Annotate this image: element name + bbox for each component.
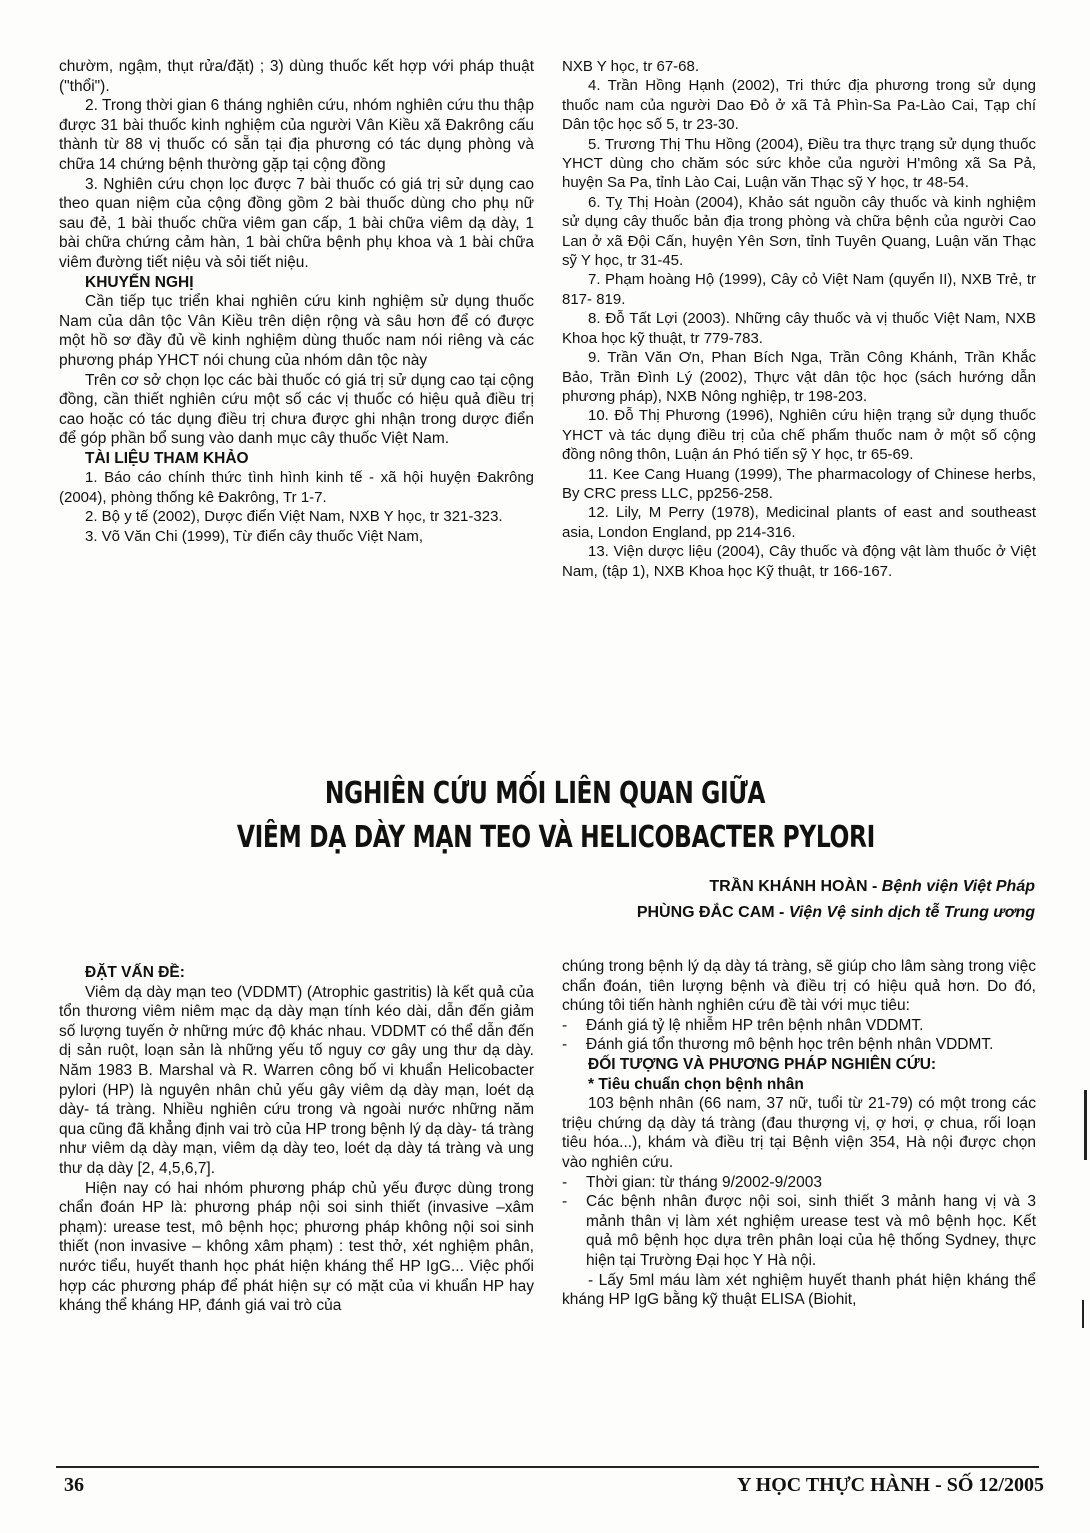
objective-text: Đánh giá tỷ lệ nhiễm HP trên bệnh nhân VDDMT. xyxy=(586,1016,924,1034)
author-block xyxy=(637,874,1035,926)
author-affiliation: Viện Vệ sinh dịch tễ Trung ương xyxy=(788,904,1035,921)
scan-mark xyxy=(1082,1300,1084,1328)
objective-text: Đánh giá tổn thương mô bệnh học trên bệnh nhân VDDMT. xyxy=(586,1036,994,1054)
reference-item: NXB Y học, tr 67-68. xyxy=(562,58,700,75)
author-line xyxy=(637,900,1035,926)
article-title xyxy=(150,772,940,860)
reference-item: 3. Võ Văn Chi (1999), Từ điển cây thuốc Việt Nam, xyxy=(85,527,423,545)
bottom-left-column xyxy=(59,963,534,1316)
top-left-column xyxy=(59,57,534,546)
conclusion-paragraph: chườm, ngậm, thụt rửa/đặt) ; 3) dùng thuốc kết hợp với pháp thuật ("thổi"). xyxy=(59,58,534,95)
subsection-heading-criteria: * Tiêu chuẩn chọn bệnh nhân xyxy=(588,1075,804,1093)
reference-item: 2. Bộ y tế (2002), Dược điển Việt Nam, NXB Y học, tr 321-323. xyxy=(85,508,503,526)
reference-item: 8. Đỗ Tất Lợi (2003). Những cây thuốc và vị thuốc Việt Nam, NXB Khoa học kỹ thuật, tr 779-783. xyxy=(562,310,1036,347)
reference-item: 12. Lily, M Perry (1978), Medicinal plants of east and southeast asia, London England, pp 214-316. xyxy=(562,504,1036,541)
body-paragraph: chúng trong bệnh lý dạ dày tá tràng, sẽ giúp cho lâm sàng trong việc chẩn đoán, tiên lượng bệnh và điều trị có hiệu quả hơn. Do đó, chúng tôi tiến hành nghiên cứu đề tài với mục tiêu: xyxy=(562,958,1036,1015)
reference-item: 6. Tỵ Thị Hoàn (2004), Khảo sát nguồn cây thuốc và kinh nghiệm sử dụng cây thuốc bản địa trong phòng và chữa bệnh của người Cao Lan ở xã Đội Cấn, huyện Yên Sơn, tỉnh Tuyên Quang, Luận văn Thạc sỹ Y học, tr 31-45. xyxy=(562,193,1036,270)
author-name: PHÙNG ĐẮC CAM - xyxy=(636,904,789,921)
method-text: Các bệnh nhân được nội soi, sinh thiết 3 mảnh hang vị và 3 mảnh thân vị làm xét nghiệm urease test và mô bệnh học. Kết quả mô bệnh học dựa trên phân loại của hệ thống Sydney, thực hiện tại Trường Đại học Y Hà nội. xyxy=(586,1193,1036,1269)
author-line xyxy=(637,874,1035,900)
section-heading-recommendation: KHUYẾN NGHỊ xyxy=(85,273,194,291)
conclusion-paragraph: 2. Trong thời gian 6 tháng nghiên cứu, nhóm nghiên cứu thu thập được 31 bài thuốc kinh nghiệm của người Vân Kiều xã Đakrông cấu thành từ 88 vị thuốc có sẵn tại địa phương có tác dụng phòng và chữa 14 chứng bệnh thường gặp tại cộng đồng xyxy=(59,97,534,173)
top-right-column xyxy=(562,57,1036,581)
bottom-right-column xyxy=(562,957,1036,1310)
method-item: - Thời gian: từ tháng 9/2002-9/2003 xyxy=(562,1173,822,1191)
recommendation-paragraph: Trên cơ sở chọn lọc các bài thuốc có giá trị sử dụng cao tại cộng đồng, cần thiết nghiên cứu một số các vị thuốc có hiệu quả điều trị cao hoặc có tác dụng điều trị chưa được ghi nhận trong dược điển để góp phần bổ sung vào danh mục cây thuốc Việt Nam. xyxy=(59,371,534,448)
recommendation-paragraph: Cần tiếp tục triển khai nghiên cứu kinh nghiệm sử dụng thuốc Nam của dân tộc Vân Kiều trên diện rộng và sâu hơn để có được một hồ sơ đầy đủ về kinh nghiệm dùng thuốc nam nói riêng và các phương pháp YHCT nói chung của nhóm dân tộc này xyxy=(59,293,534,369)
article-title-line: VIÊM DẠ DÀY MẠN TEO VÀ HELICOBACTER PYLORI xyxy=(236,820,875,855)
method-text: Thời gian: từ tháng 9/2002-9/2003 xyxy=(586,1173,822,1191)
body-paragraph: Hiện nay có hai nhóm phương pháp chủ yếu được dùng trong chẩn đoán HP là: phương pháp nội soi sinh thiết (invasive –xâm phạm): urease test, mô bệnh học; phương pháp không nội soi sinh thiết (non invasive – không xâm phạm) : test thở, xét nghiệm phân, nước tiểu, huyết thanh học phát hiện kháng thể HP IgG... Việc phối hợp các phương pháp để phát hiện sự có mặt của vi khuẩn HP hay kháng thể kháng HP, đánh giá vai trò của xyxy=(59,1179,534,1315)
reference-item: 10. Đỗ Thị Phương (1996), Nghiên cứu hiện trạng sử dụng thuốc YHCT và tác dụng điều trị của chế phẩm thuốc nam ở một số cộng đồng nông thôn, Luận án Phó tiến sỹ Y học, tr 65-69. xyxy=(562,407,1036,464)
reference-item: 11. Kee Cang Huang (1999), The pharmacology of Chinese herbs, By CRC press LLC, pp256-258. xyxy=(562,465,1036,502)
body-paragraph: Viêm dạ dày mạn teo (VDDMT) (Atrophic gastritis) là kết quả của tổn thương viêm niêm mạc dạ dày mạn tính kéo dài, dẫn đến giảm số lượng tuyến ở những mức độ khác nhau. VDDMT có thể dẫn đến dị sản ruột, loạn sản là những yếu tố nguy cơ gây ung thư dạ dày. Năm 1983 B. Marshal và R. Warren công bố vi khuẩn Helicobacter pylori (HP) là nguyên nhân chủ yếu gây viêm dạ dày mạn, loét dạ dày- tá tràng. Nhiều nghiên cứu trong và ngoài nước những năm qua cũng đã khẳng định vai trò của HP trong bệnh lý dạ dày- tá tràng như viêm dạ dày mạn, viêm dạ dày teo, loét dạ dày tá tràng và ung thư dạ dày [2, 4,5,6,7]. xyxy=(59,983,534,1177)
body-paragraph: - Lấy 5ml máu làm xét nghiệm huyết thanh phát hiện kháng thể kháng HP IgG bằng kỹ thuật ELISA (Biohit, xyxy=(562,1271,1036,1309)
reference-item: 13. Viện dược liệu (2004), Cây thuốc và động vật làm thuốc ở Việt Nam, (tập 1), NXB Khoa học Kỹ thuật, tr 166-167. xyxy=(562,543,1036,580)
author-name: TRẦN KHÁNH HOÀN - xyxy=(709,878,882,895)
scan-mark xyxy=(1084,1090,1087,1160)
page-number: 36 xyxy=(64,1474,84,1496)
objective-item: - Đánh giá tổn thương mô bệnh học trên bệnh nhân VDDMT. xyxy=(562,1036,994,1054)
reference-item: 5. Trương Thị Thu Hồng (2004), Điều tra thực trạng sử dụng thuốc YHCT dùng cho chăm sóc sức khỏe của người H'mông xã Sa Pả, huyện Sa Pa, tỉnh Lào Cai, Luận văn Thạc sỹ Y học, tr 48-54. xyxy=(562,135,1036,192)
reference-item: 4. Trần Hồng Hạnh (2002), Tri thức địa phương trong sử dụng thuốc nam của người Dao Đỏ ở xã Tả Phìn-Sa Pa-Lào Cai, Tạp chí Dân tộc học số 5, tr 23-30. xyxy=(562,77,1036,134)
objective-item: - Đánh giá tỷ lệ nhiễm HP trên bệnh nhân VDDMT. xyxy=(562,1016,924,1034)
method-item: - Các bệnh nhân được nội soi, sinh thiết 3 mảnh hang vị và 3 mảnh thân vị làm xét nghiệm urease test và mô bệnh học. Kết quả mô bệnh học dựa trên phân loại của hệ thống Sydney, thực hiện tại Trường Đại học Y Hà nội. xyxy=(562,1193,1036,1269)
section-heading-references: TÀI LIỆU THAM KHẢO xyxy=(85,449,249,467)
section-heading-introduction: ĐẶT VẤN ĐỀ: xyxy=(85,964,185,981)
footer-rule xyxy=(56,1466,1039,1468)
body-paragraph: 103 bệnh nhân (66 nam, 37 nữ, tuổi từ 21-79) có một trong các triệu chứng dạ dày tá tràng (đau thượng vị, ợ hơi, ợ chua, rối loạn tiêu hóa...), khám và điều trị tại Bệnh viện 354, Hà nội được chọn vào nghiên cứu. xyxy=(562,1095,1036,1171)
author-affiliation: Bệnh viện Việt Pháp xyxy=(881,878,1035,895)
reference-item: 9. Trần Văn Ơn, Phan Bích Nga, Trần Công Khánh, Trần Khắc Bảo, Trần Đình Lý (2002), Thực vật dân tộc học (sách hướng dẫn phương pháp), NXB Nông nghiệp, tr 198-203. xyxy=(562,349,1036,405)
conclusion-paragraph: 3. Nghiên cứu chọn lọc được 7 bài thuốc có giá trị sử dụng cao theo quan niệm của cộng đồng gồm 2 bài thuốc dùng cho phụ nữ sau đẻ, 1 bài thuốc chữa viêm gan cấp, 1 bài chữa viêm dạ dày, 1 bài chữa chứng cảm hàn, 1 bài chữa bệnh phụ khoa và 1 bài chữa viêm đường tiết niệu và sỏi tiết niệu. xyxy=(59,175,534,271)
reference-item: 1. Báo cáo chính thức tình hình kinh tế - xã hội huyện Đakrông (2004), phòng thống kê Đakrông, Tr 1-7. xyxy=(59,469,534,506)
article-title-line: NGHIÊN CỨU MỐI LIÊN QUAN GIỮA xyxy=(324,776,766,811)
section-heading-methods: ĐỐI TƯỢNG VÀ PHƯƠNG PHÁP NGHIÊN CỨU: xyxy=(588,1055,937,1073)
journal-name: Y HỌC THỰC HÀNH - SỐ 12/2005 xyxy=(736,1474,1044,1496)
reference-item: 7. Phạm hoàng Hộ (1999), Cây cỏ Việt Nam (quyển II), NXB Trẻ, tr 817- 819. xyxy=(562,271,1036,308)
